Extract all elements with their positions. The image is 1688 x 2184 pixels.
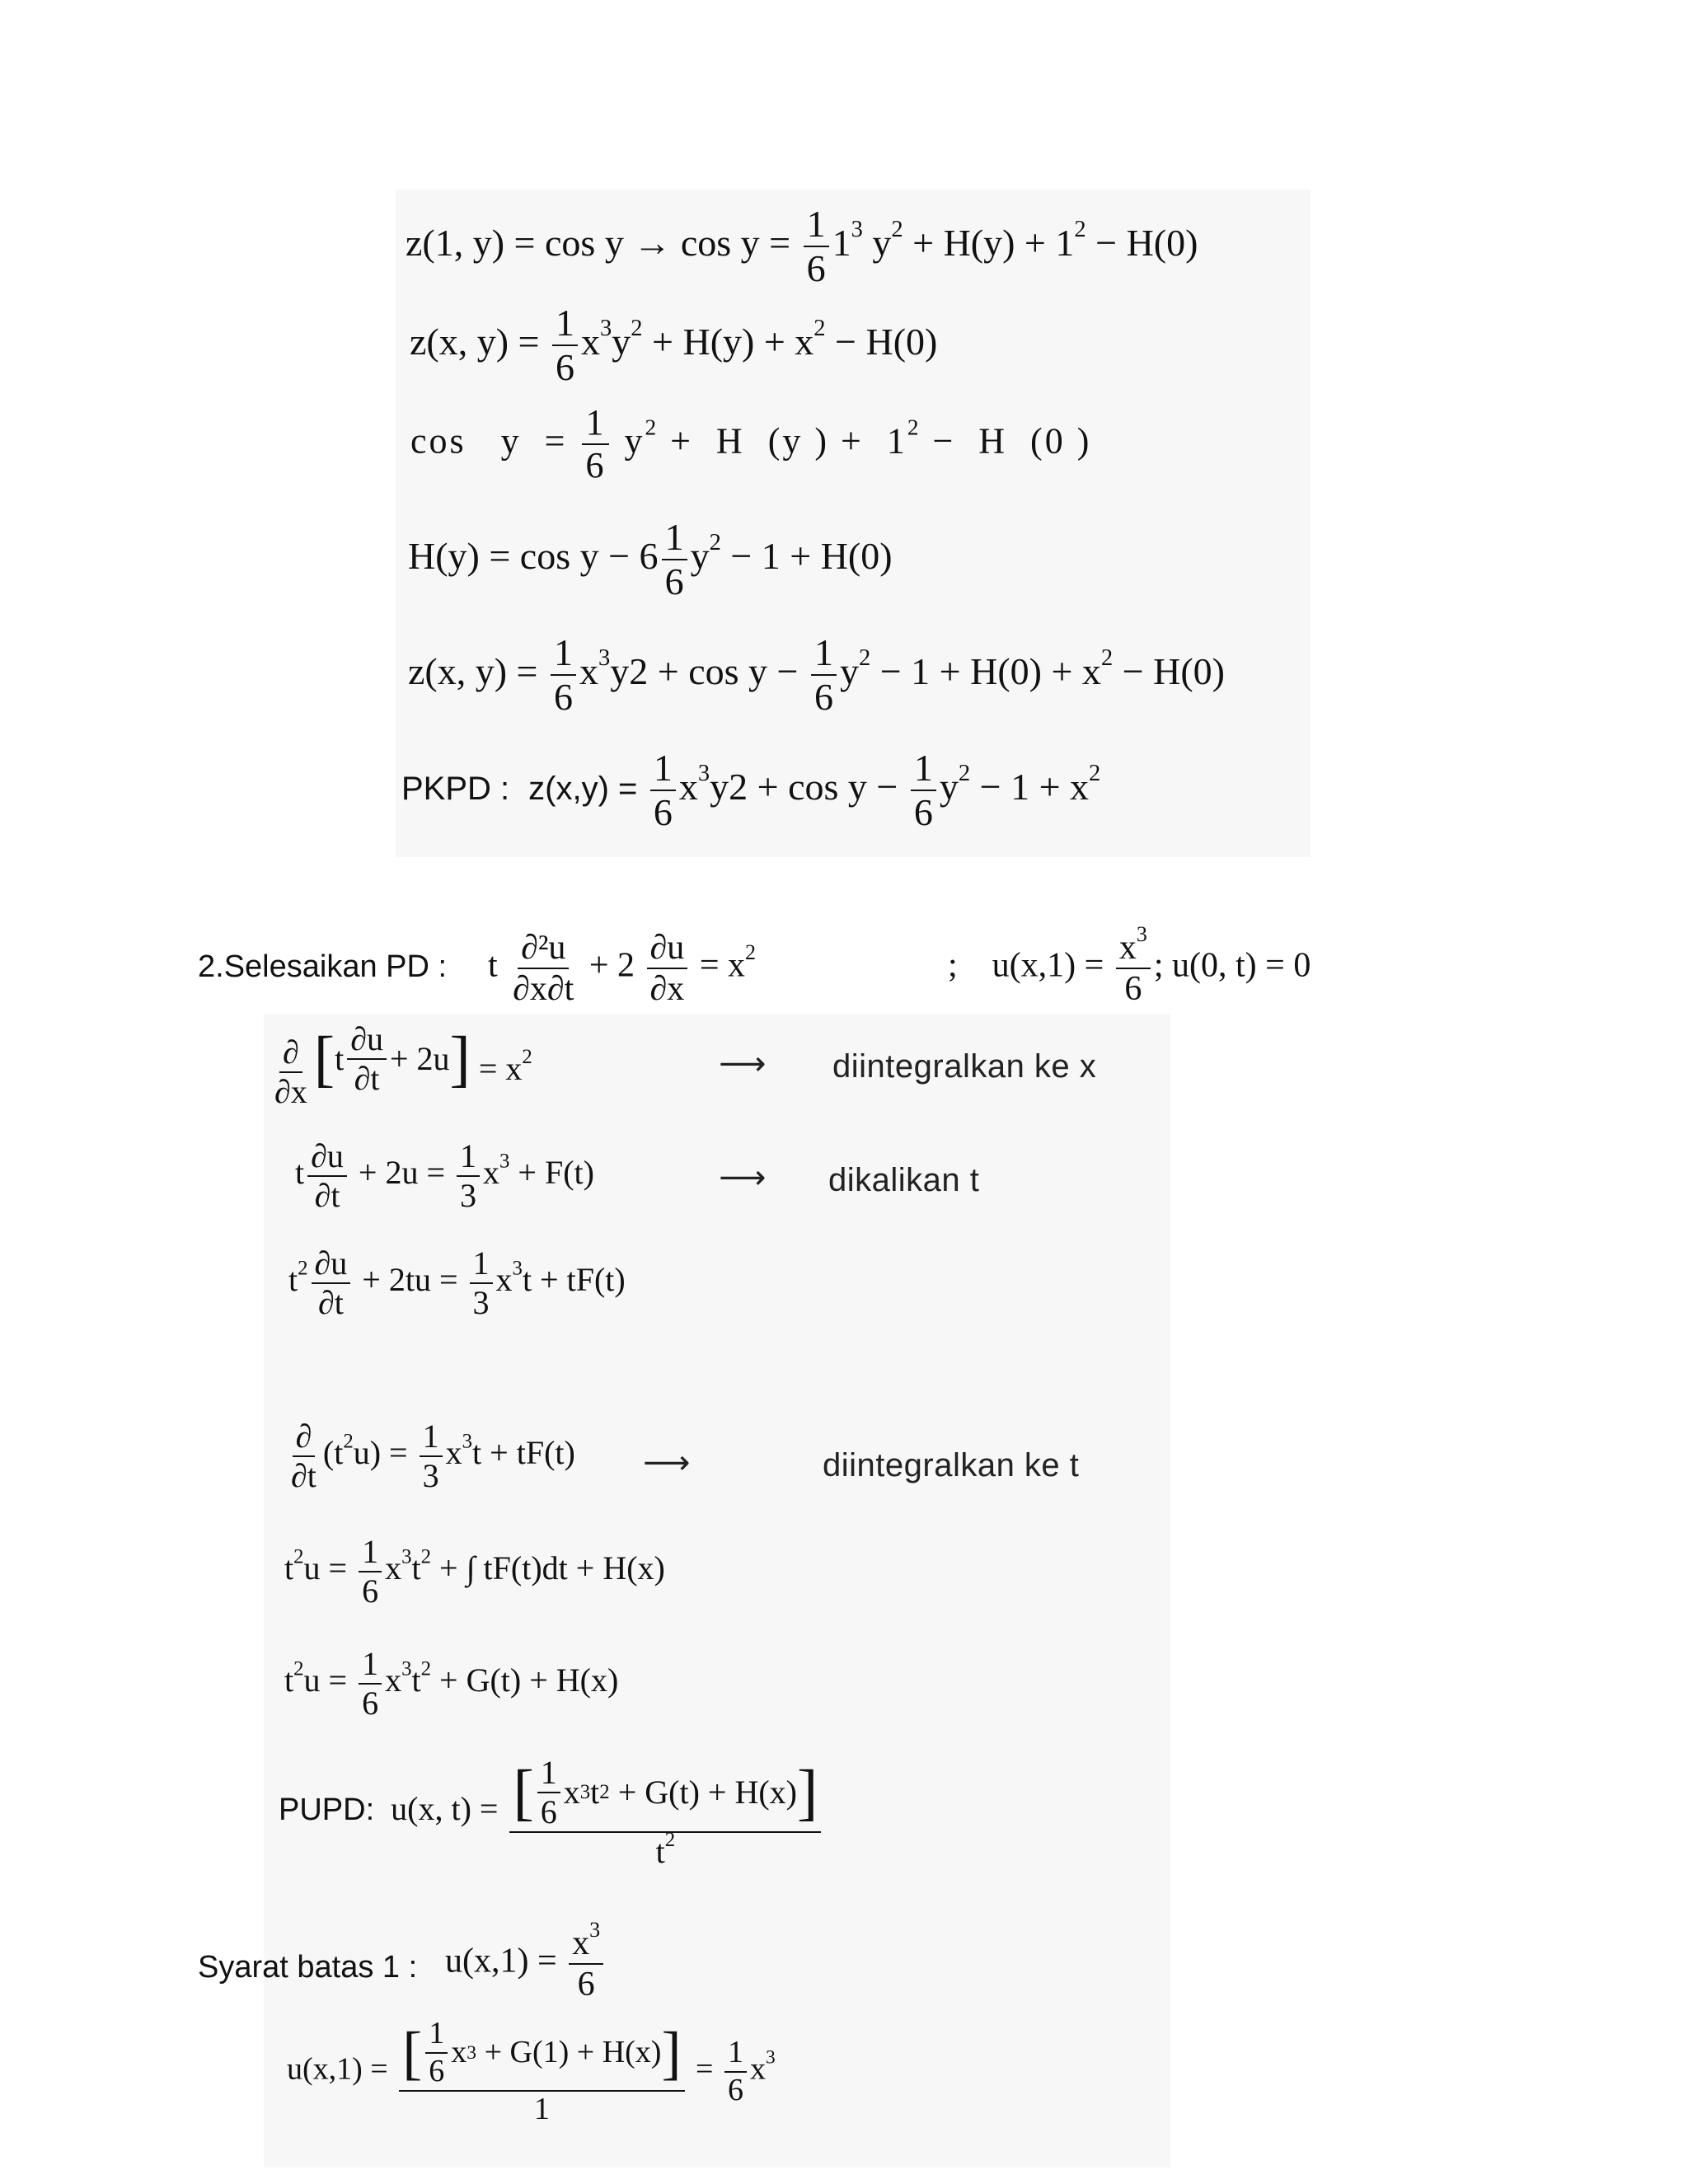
step-4-equation: $\frac{\partial}{\partial t}$ $(t^2u)$ = $\frac{1}{3}$ $x^3t + tF(t)$: [291, 1418, 575, 1494]
step-4-note: diintegralkan ke t: [823, 1447, 1080, 1483]
step-1-arrow-icon: ⟶: [719, 1045, 767, 1083]
step-5-equation: $t^2u$ = $\frac{1}{6}$ $x^3t^2$ + ∫ tF(t)dt + H(x): [284, 1533, 665, 1610]
problem-2-pde: t $\frac{\text{∂²u}}{\partial x\partial t}$ + 2 $\frac{\partial u}{\partial x}$ = $x^2$: [488, 929, 757, 1009]
step-3-equation: $t^2$ $\frac{\partial u}{\partial t}$ + 2tu = $\frac{1}{3}$ $x^3t + tF(t)$: [288, 1244, 626, 1321]
equation-2: z(x, y) = $\frac{1}{6}$ $x^3y^2 + H(y) + x^2 - H(0)$: [410, 302, 938, 389]
equation-1: z(1, y) = cos y → cos y = $\frac{1}{6}$ $1^3$ $y^2 + H(y) + 1^2 - H(0)$: [406, 203, 1198, 290]
equation-4: H(y) = cos y − 6 $\frac{1}{6}$ $y^2 - 1 + H(0)$: [408, 516, 893, 603]
equation-5: z(x, y) = $\frac{1}{6}$ $x^3y2 + \cos y$ − $\frac{1}{6}$ $y^2 - 1 + H(0) + x^2 - H(0)$: [408, 631, 1225, 719]
step-2-arrow-icon: ⟶: [719, 1159, 767, 1197]
step-1-equation: $\frac{\partial}{\partial x}$ [ t $\frac{\partial u}{\partial t}$ + 2u ] = $x^2$: [274, 1020, 532, 1110]
pupd-equation: PUPD: u(x, t) = [ $\frac{1}{6}$ x 3 t 2 + G(t) + H(x) ] $t^2$: [279, 1755, 824, 1869]
step-2-equation: t $\frac{\partial u}{\partial t}$ + 2u = $\frac{1}{3}$ $x^3 + F(t)$: [295, 1137, 594, 1214]
step-6-equation: $t^2u$ = $\frac{1}{6}$ $x^3t^2 + G(t) + H(x)$: [284, 1645, 619, 1722]
final-equation: u(x,1) = [ $\frac{1}{6}$ x 3 + G(1) + H(x) ] 1 = $\frac{1}{6}$ $x^3$: [287, 2016, 776, 2126]
step-1-note: diintegralkan ke x: [832, 1048, 1097, 1085]
problem-2-heading: 2.Selesaikan PD :: [198, 949, 448, 984]
equation-3: cos y = $\frac{1}{6}$ $y^2 + H$ (y ) + $1^2 - H$ (0 ): [410, 402, 1092, 486]
equation-pkpd: PKPD : z(x,y) = $\frac{1}{6}$ $x^3y2 + \cos y$ − $\frac{1}{6}$ $y^2 - 1 + x^2$: [401, 747, 1101, 834]
step-4-arrow-icon: ⟶: [643, 1444, 691, 1482]
boundary-condition-label: Syarat batas 1 :: [198, 1950, 418, 1985]
step-2-note: dikalikan t: [828, 1162, 980, 1198]
problem-2-conditions: ; u(x,1) = $\frac{x^3}{6}$ ; u(0, t) = 0: [948, 922, 1311, 1009]
boundary-condition-equation: u(x,1) = $\frac{x^3}{6}$: [445, 1925, 607, 2003]
